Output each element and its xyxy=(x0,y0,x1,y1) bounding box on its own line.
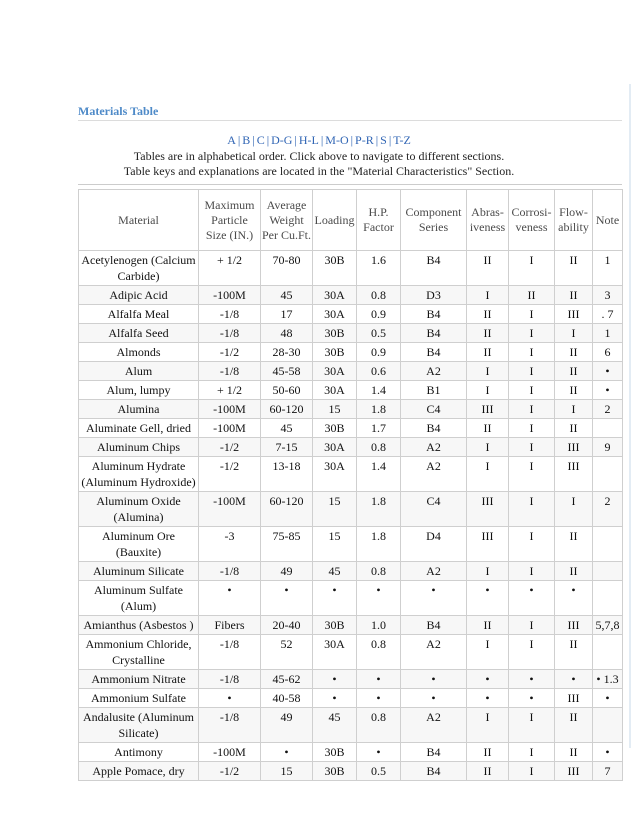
col-header-material: Material xyxy=(79,190,199,251)
table-header-row xyxy=(79,190,623,251)
cell-loading: • xyxy=(313,581,357,616)
table-row xyxy=(79,762,623,781)
cell-abrasiveness: II xyxy=(467,419,509,438)
cell-material: Aluminum Silicate xyxy=(79,562,199,581)
nav-link-a[interactable]: A xyxy=(227,133,236,147)
cell-loading: 30A xyxy=(313,457,357,492)
cell-note: • 1.3 xyxy=(593,670,623,689)
cell-material: Andalusite (Aluminum Silicate) xyxy=(79,708,199,743)
cell-loading: 45 xyxy=(313,708,357,743)
cell-component-series: A2 xyxy=(401,438,467,457)
cell-abrasiveness: II xyxy=(467,762,509,781)
cell-loading: 30B xyxy=(313,343,357,362)
cell-flowability: III xyxy=(555,457,593,492)
cell-note: . 7 xyxy=(593,305,623,324)
cell-average-weight: 45 xyxy=(261,286,313,305)
cell-max-particle-size: -100M xyxy=(199,492,261,527)
table-row xyxy=(79,635,623,670)
cell-abrasiveness: I xyxy=(467,708,509,743)
table-top-divider xyxy=(78,184,622,185)
cell-loading: 15 xyxy=(313,400,357,419)
cell-max-particle-size: -100M xyxy=(199,286,261,305)
cell-average-weight: 17 xyxy=(261,305,313,324)
cell-corrosiveness: I xyxy=(509,762,555,781)
cell-average-weight: 20-40 xyxy=(261,616,313,635)
cell-corrosiveness: I xyxy=(509,438,555,457)
cell-corrosiveness: • xyxy=(509,581,555,616)
cell-corrosiveness: II xyxy=(509,286,555,305)
cell-component-series: B4 xyxy=(401,251,467,286)
nav-link-p-r[interactable]: P-R xyxy=(355,133,374,147)
cell-flowability: • xyxy=(555,670,593,689)
cell-component-series: D4 xyxy=(401,527,467,562)
table-row xyxy=(79,343,623,362)
cell-max-particle-size: -3 xyxy=(199,527,261,562)
cell-corrosiveness: • xyxy=(509,689,555,708)
cell-hp-factor: 1.6 xyxy=(357,251,401,286)
cell-corrosiveness: I xyxy=(509,708,555,743)
cell-hp-factor: • xyxy=(357,581,401,616)
nav-link-d-g[interactable]: D-G xyxy=(271,133,293,147)
cell-max-particle-size: Fibers xyxy=(199,616,261,635)
cell-flowability: II xyxy=(555,251,593,286)
cell-note: • xyxy=(593,381,623,400)
cell-average-weight: 45 xyxy=(261,419,313,438)
cell-material: Adipic Acid xyxy=(79,286,199,305)
cell-note xyxy=(593,419,623,438)
cell-average-weight: 40-58 xyxy=(261,689,313,708)
cell-note: 6 xyxy=(593,343,623,362)
cell-corrosiveness: I xyxy=(509,381,555,400)
cell-flowability: II xyxy=(555,743,593,762)
cell-corrosiveness: I xyxy=(509,457,555,492)
cell-note: 3 xyxy=(593,286,623,305)
cell-corrosiveness: I xyxy=(509,343,555,362)
cell-abrasiveness: III xyxy=(467,400,509,419)
cell-hp-factor: 1.0 xyxy=(357,616,401,635)
cell-hp-factor: 0.5 xyxy=(357,762,401,781)
cell-hp-factor: • xyxy=(357,670,401,689)
table-row xyxy=(79,689,623,708)
cell-abrasiveness: • xyxy=(467,581,509,616)
cell-note: • xyxy=(593,362,623,381)
cell-note: 1 xyxy=(593,324,623,343)
cell-average-weight: 50-60 xyxy=(261,381,313,400)
cell-abrasiveness: • xyxy=(467,689,509,708)
col-header-flowability: Flow- ability xyxy=(555,190,593,251)
table-row xyxy=(79,251,623,286)
cell-max-particle-size: -1/8 xyxy=(199,708,261,743)
cell-average-weight: 13-18 xyxy=(261,457,313,492)
col-header-note: Note xyxy=(593,190,623,251)
cell-max-particle-size: • xyxy=(199,581,261,616)
cell-loading: 30B xyxy=(313,762,357,781)
cell-flowability: II xyxy=(555,381,593,400)
cell-average-weight: 48 xyxy=(261,324,313,343)
cell-abrasiveness: III xyxy=(467,492,509,527)
table-row xyxy=(79,362,623,381)
table-row xyxy=(79,305,623,324)
cell-max-particle-size: -1/8 xyxy=(199,362,261,381)
cell-average-weight: 49 xyxy=(261,562,313,581)
cell-note: • xyxy=(593,743,623,762)
cell-hp-factor: 1.4 xyxy=(357,381,401,400)
cell-flowability: III xyxy=(555,689,593,708)
cell-corrosiveness: I xyxy=(509,562,555,581)
cell-max-particle-size: -1/8 xyxy=(199,562,261,581)
cell-component-series: B4 xyxy=(401,343,467,362)
cell-flowability: II xyxy=(555,343,593,362)
cell-abrasiveness: II xyxy=(467,616,509,635)
cell-material: Aluminum Sulfate (Alum) xyxy=(79,581,199,616)
nav-link-h-l[interactable]: H-L xyxy=(298,133,319,147)
cell-note: 9 xyxy=(593,438,623,457)
cell-flowability: II xyxy=(555,419,593,438)
cell-note xyxy=(593,635,623,670)
cell-material: Alfalfa Seed xyxy=(79,324,199,343)
cell-material: Alfalfa Meal xyxy=(79,305,199,324)
cell-hp-factor: 1.7 xyxy=(357,419,401,438)
cell-corrosiveness: I xyxy=(509,635,555,670)
cell-max-particle-size: -1/8 xyxy=(199,670,261,689)
cell-flowability: II xyxy=(555,362,593,381)
cell-component-series: A2 xyxy=(401,708,467,743)
cell-material: Aluminum Hydrate (Aluminum Hydroxide) xyxy=(79,457,199,492)
cell-hp-factor: 0.8 xyxy=(357,562,401,581)
cell-flowability: III xyxy=(555,305,593,324)
cell-loading: 30A xyxy=(313,362,357,381)
cell-corrosiveness: I xyxy=(509,492,555,527)
cell-average-weight: 60-120 xyxy=(261,492,313,527)
cell-abrasiveness: I xyxy=(467,438,509,457)
col-header-average-weight: Average Weight Per Cu.Ft. xyxy=(261,190,313,251)
table-row xyxy=(79,616,623,635)
cell-corrosiveness: I xyxy=(509,251,555,286)
intro-text-order: Tables are in alphabetical order. Click above to navigate to different sections. xyxy=(133,149,505,163)
cell-corrosiveness: I xyxy=(509,743,555,762)
cell-material: Aluminum Ore (Bauxite) xyxy=(79,527,199,562)
cell-flowability: III xyxy=(555,762,593,781)
cell-note xyxy=(593,581,623,616)
cell-note: 1 xyxy=(593,251,623,286)
col-header-max-particle-size: Maximum Particle Size (IN.) xyxy=(199,190,261,251)
cell-material: Aluminate Gell, dried xyxy=(79,419,199,438)
cell-component-series: D3 xyxy=(401,286,467,305)
table-row xyxy=(79,492,623,527)
cell-material: Apple Pomace, dry xyxy=(79,762,199,781)
page-title: Materials Table xyxy=(78,104,159,118)
cell-corrosiveness: I xyxy=(509,400,555,419)
col-header-corrosiveness: Corrosi- veness xyxy=(509,190,555,251)
cell-max-particle-size: -1/2 xyxy=(199,762,261,781)
cell-loading: 30B xyxy=(313,419,357,438)
cell-abrasiveness: II xyxy=(467,305,509,324)
cell-max-particle-size: -100M xyxy=(199,400,261,419)
cell-hp-factor: 0.8 xyxy=(357,635,401,670)
cell-component-series: • xyxy=(401,581,467,616)
cell-material: Alum xyxy=(79,362,199,381)
cell-note xyxy=(593,527,623,562)
table-body xyxy=(79,251,623,781)
cell-flowability: II xyxy=(555,708,593,743)
cell-material: Ammonium Nitrate xyxy=(79,670,199,689)
page-right-border xyxy=(629,84,631,748)
cell-flowability: III xyxy=(555,616,593,635)
cell-component-series: A2 xyxy=(401,562,467,581)
nav-link-m-o[interactable]: M-O xyxy=(325,133,349,147)
cell-loading: 30B xyxy=(313,251,357,286)
cell-hp-factor: 1.8 xyxy=(357,400,401,419)
cell-average-weight: 45-62 xyxy=(261,670,313,689)
cell-flowability: • xyxy=(555,581,593,616)
cell-material: Alumina xyxy=(79,400,199,419)
nav-link-t-z[interactable]: T-Z xyxy=(393,133,411,147)
cell-average-weight: 7-15 xyxy=(261,438,313,457)
table-row xyxy=(79,400,623,419)
cell-average-weight: 52 xyxy=(261,635,313,670)
cell-average-weight: 28-30 xyxy=(261,343,313,362)
table-row xyxy=(79,708,623,743)
table-row xyxy=(79,670,623,689)
cell-average-weight: 49 xyxy=(261,708,313,743)
cell-max-particle-size: -100M xyxy=(199,419,261,438)
cell-component-series: A2 xyxy=(401,362,467,381)
cell-component-series: B4 xyxy=(401,324,467,343)
cell-note: 2 xyxy=(593,400,623,419)
cell-hp-factor: 0.8 xyxy=(357,286,401,305)
materials-table xyxy=(78,189,623,781)
cell-abrasiveness: II xyxy=(467,251,509,286)
cell-abrasiveness: I xyxy=(467,362,509,381)
table-row xyxy=(79,419,623,438)
cell-average-weight: • xyxy=(261,743,313,762)
cell-loading: 15 xyxy=(313,492,357,527)
cell-component-series: B4 xyxy=(401,419,467,438)
cell-component-series: B4 xyxy=(401,616,467,635)
cell-average-weight: 75-85 xyxy=(261,527,313,562)
cell-flowability: I xyxy=(555,324,593,343)
table-row xyxy=(79,562,623,581)
cell-loading: • xyxy=(313,689,357,708)
cell-material: Alum, lumpy xyxy=(79,381,199,400)
section-nav: A | B | C | D-G | H-L | M-O | P-R | S | T-Z xyxy=(227,133,411,147)
cell-material: Antimony xyxy=(79,743,199,762)
table-row xyxy=(79,743,623,762)
cell-corrosiveness: I xyxy=(509,616,555,635)
cell-hp-factor: 0.9 xyxy=(357,305,401,324)
cell-corrosiveness: I xyxy=(509,362,555,381)
cell-hp-factor: 1.8 xyxy=(357,527,401,562)
cell-component-series: B4 xyxy=(401,743,467,762)
cell-abrasiveness: I xyxy=(467,457,509,492)
cell-abrasiveness: I xyxy=(467,562,509,581)
cell-max-particle-size: -1/2 xyxy=(199,457,261,492)
table-row xyxy=(79,581,623,616)
cell-component-series: B4 xyxy=(401,762,467,781)
cell-component-series: A2 xyxy=(401,457,467,492)
cell-material: Aluminum Oxide (Alumina) xyxy=(79,492,199,527)
col-header-hp-factor: H.P. Factor xyxy=(357,190,401,251)
cell-material: Ammonium Sulfate xyxy=(79,689,199,708)
cell-hp-factor: 0.9 xyxy=(357,343,401,362)
col-header-component-series: Component Series xyxy=(401,190,467,251)
cell-abrasiveness: I xyxy=(467,286,509,305)
cell-hp-factor: 0.5 xyxy=(357,324,401,343)
cell-hp-factor: 1.4 xyxy=(357,457,401,492)
cell-corrosiveness: I xyxy=(509,305,555,324)
cell-loading: 30B xyxy=(313,616,357,635)
cell-component-series: • xyxy=(401,670,467,689)
cell-material: Acetylenogen (Calcium Carbide) xyxy=(79,251,199,286)
cell-note: 7 xyxy=(593,762,623,781)
cell-flowability: III xyxy=(555,438,593,457)
table-row xyxy=(79,324,623,343)
cell-average-weight: 70-80 xyxy=(261,251,313,286)
cell-loading: 30B xyxy=(313,743,357,762)
cell-corrosiveness: • xyxy=(509,670,555,689)
cell-material: Almonds xyxy=(79,343,199,362)
cell-corrosiveness: I xyxy=(509,527,555,562)
cell-flowability: II xyxy=(555,562,593,581)
cell-max-particle-size: -1/8 xyxy=(199,305,261,324)
intro-text-keys: Table keys and explanations are located in the "Material Characteristics" Section. xyxy=(123,164,515,178)
cell-abrasiveness: II xyxy=(467,324,509,343)
cell-component-series: B4 xyxy=(401,305,467,324)
cell-loading: 30A xyxy=(313,286,357,305)
cell-abrasiveness: II xyxy=(467,343,509,362)
table-row xyxy=(79,286,623,305)
cell-loading: 45 xyxy=(313,562,357,581)
cell-component-series: C4 xyxy=(401,492,467,527)
cell-flowability: I xyxy=(555,400,593,419)
cell-average-weight: 45-58 xyxy=(261,362,313,381)
table-row xyxy=(79,381,623,400)
cell-abrasiveness: I xyxy=(467,635,509,670)
cell-loading: 30B xyxy=(313,324,357,343)
cell-abrasiveness: II xyxy=(467,743,509,762)
cell-max-particle-size: -1/2 xyxy=(199,343,261,362)
cell-component-series: A2 xyxy=(401,635,467,670)
cell-flowability: II xyxy=(555,635,593,670)
cell-note: 5,7,8 xyxy=(593,616,623,635)
cell-note xyxy=(593,708,623,743)
cell-loading: 30A xyxy=(313,438,357,457)
table-row xyxy=(79,438,623,457)
cell-hp-factor: 0.8 xyxy=(357,708,401,743)
cell-component-series: C4 xyxy=(401,400,467,419)
cell-average-weight: 15 xyxy=(261,762,313,781)
cell-hp-factor: 0.8 xyxy=(357,438,401,457)
cell-abrasiveness: • xyxy=(467,670,509,689)
cell-loading: • xyxy=(313,670,357,689)
cell-hp-factor: • xyxy=(357,743,401,762)
cell-component-series: • xyxy=(401,689,467,708)
cell-abrasiveness: III xyxy=(467,527,509,562)
table-row xyxy=(79,527,623,562)
cell-average-weight: 60-120 xyxy=(261,400,313,419)
cell-max-particle-size: -100M xyxy=(199,743,261,762)
cell-note xyxy=(593,562,623,581)
nav-link-c[interactable]: C xyxy=(256,133,265,147)
cell-loading: 30A xyxy=(313,305,357,324)
cell-note: 2 xyxy=(593,492,623,527)
cell-max-particle-size: -1/8 xyxy=(199,635,261,670)
cell-material: Aluminum Chips xyxy=(79,438,199,457)
cell-corrosiveness: I xyxy=(509,419,555,438)
cell-loading: 15 xyxy=(313,527,357,562)
cell-max-particle-size: + 1/2 xyxy=(199,381,261,400)
cell-hp-factor: 0.6 xyxy=(357,362,401,381)
col-header-loading: Loading xyxy=(313,190,357,251)
cell-note: • xyxy=(593,689,623,708)
nav-link-b[interactable]: B xyxy=(242,133,251,147)
col-header-abrasiveness: Abras- iveness xyxy=(467,190,509,251)
cell-hp-factor: • xyxy=(357,689,401,708)
cell-material: Amianthus (Asbestos ) xyxy=(79,616,199,635)
cell-loading: 30A xyxy=(313,381,357,400)
cell-hp-factor: 1.8 xyxy=(357,492,401,527)
cell-flowability: II xyxy=(555,527,593,562)
cell-corrosiveness: I xyxy=(509,324,555,343)
title-divider xyxy=(78,120,622,121)
nav-link-s[interactable]: S xyxy=(380,133,387,147)
cell-flowability: I xyxy=(555,492,593,527)
cell-abrasiveness: I xyxy=(467,381,509,400)
cell-component-series: B1 xyxy=(401,381,467,400)
cell-note xyxy=(593,457,623,492)
cell-loading: 30A xyxy=(313,635,357,670)
cell-material: Ammonium Chloride, Crystalline xyxy=(79,635,199,670)
cell-max-particle-size: -1/2 xyxy=(199,438,261,457)
cell-flowability: II xyxy=(555,286,593,305)
cell-average-weight: • xyxy=(261,581,313,616)
cell-max-particle-size: -1/8 xyxy=(199,324,261,343)
cell-max-particle-size: + 1/2 xyxy=(199,251,261,286)
table-row xyxy=(79,457,623,492)
cell-max-particle-size: • xyxy=(199,689,261,708)
